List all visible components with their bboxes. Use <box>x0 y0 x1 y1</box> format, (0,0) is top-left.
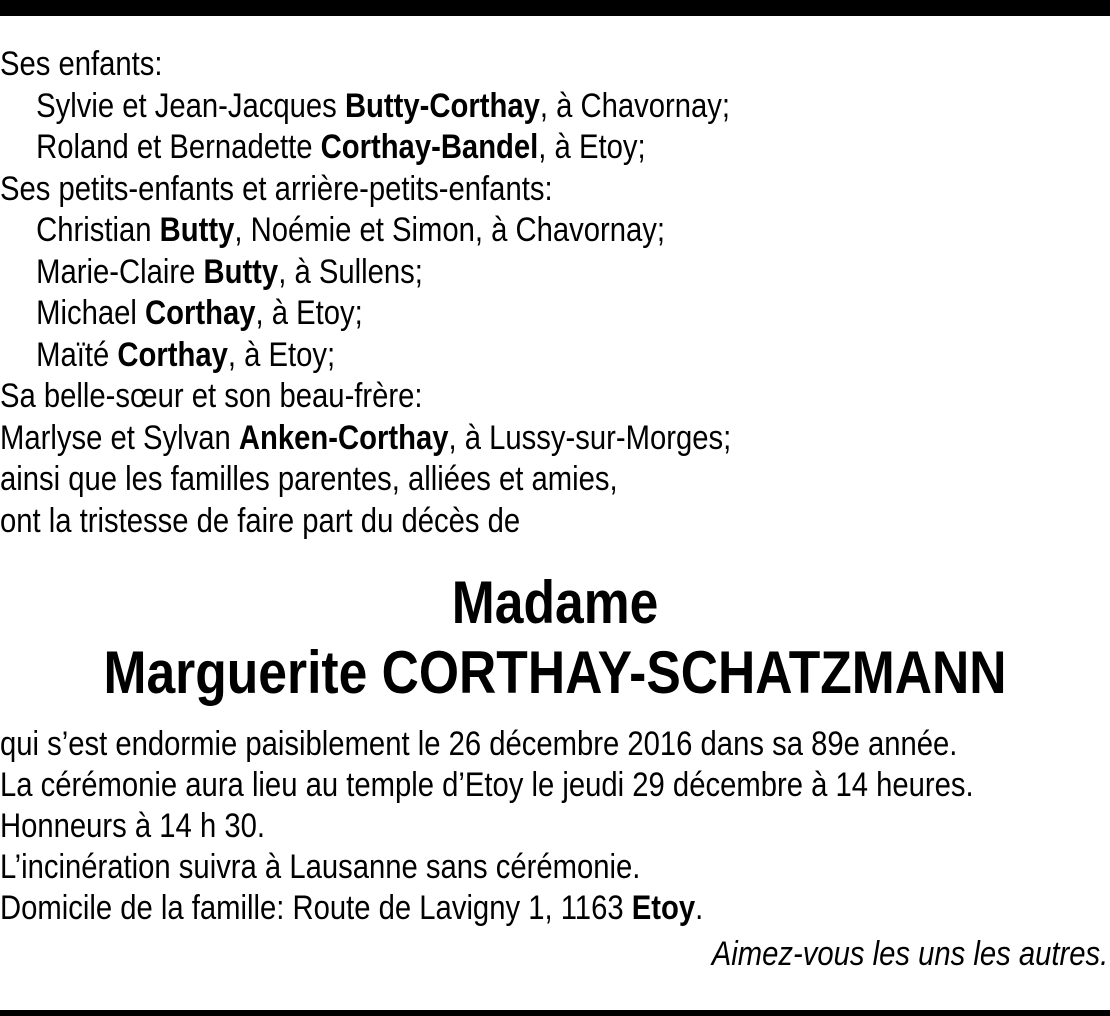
place: , à Sullens; <box>278 252 423 291</box>
deceased-full-name: Marguerite CORTHAY-SCHATZMANN <box>103 639 1007 706</box>
children-heading: Ses enfants: <box>0 45 163 83</box>
given-names: Marie-Claire <box>36 252 196 291</box>
family-member-line <box>0 86 955 128</box>
place: , Noémie et Simon, à Chavornay; <box>234 211 666 249</box>
surname: Butty <box>159 211 235 249</box>
family-member-line <box>0 210 955 252</box>
given-names: Michael <box>36 294 137 332</box>
family-member-line <box>0 293 955 335</box>
surname: Butty <box>203 252 279 291</box>
surname: Corthay <box>145 294 256 332</box>
grandchildren-heading: Ses petits-enfants et arrière-petits-enfants: <box>0 169 553 208</box>
deceased-name-block <box>0 568 1110 708</box>
given-names: Roland et Bernadette <box>36 128 313 166</box>
detail-line: Honneurs à 14 h 30. <box>0 807 265 845</box>
given-names: Sylvie et Jean-Jacques <box>36 86 337 125</box>
family-member-line <box>0 335 955 377</box>
given-names: Christian <box>36 211 152 249</box>
place: , à Etoy; <box>255 294 363 332</box>
given-names: Maïté <box>36 335 110 374</box>
inlaws-heading: Sa belle-sœur et son beau-frère: <box>0 377 423 415</box>
place: , à Chavornay; <box>539 86 731 125</box>
top-border-rule <box>0 0 1110 16</box>
given-names: Marlyse et Sylvan <box>0 418 231 457</box>
place: , à Etoy; <box>227 335 336 374</box>
domicile-suffix: . <box>695 889 704 927</box>
bottom-border-rule <box>0 1010 1110 1016</box>
surname: Butty-Corthay <box>344 86 540 125</box>
domicile-address: Domicile de la famille: Route de Lavigny 1, 1163 <box>0 889 632 927</box>
place: , à Lussy-sur-Morges; <box>448 418 732 457</box>
families-line: ainsi que les familles parentes, alliées et amies, <box>0 460 618 498</box>
detail-line: La cérémonie aura lieu au temple d’Etoy le jeudi 29 décembre à 14 heures. <box>0 766 974 804</box>
surname: Corthay <box>117 335 228 374</box>
detail-line: qui s’est endormie paisiblement le 26 décembre 2016 dans sa 89e année. <box>0 725 958 763</box>
surname: Corthay-Bandel <box>320 128 539 166</box>
domicile-line <box>0 888 955 929</box>
surname: Anken-Corthay <box>238 418 449 457</box>
announcement-line: ont la tristesse de faire part du décès de <box>0 501 521 540</box>
family-member-line <box>0 127 955 169</box>
deceased-honorific: Madame <box>451 569 659 636</box>
domicile-town: Etoy <box>631 889 696 927</box>
obituary-notice <box>0 44 1110 975</box>
place: , à Etoy; <box>538 128 646 166</box>
family-member-line <box>0 252 955 294</box>
closing-verse: Aimez-vous les uns les autres. <box>711 935 1109 973</box>
detail-line: L’incinération suivra à Lausanne sans cérémonie. <box>0 848 641 886</box>
ceremony-details <box>0 724 1110 929</box>
family-member-line <box>0 418 955 460</box>
